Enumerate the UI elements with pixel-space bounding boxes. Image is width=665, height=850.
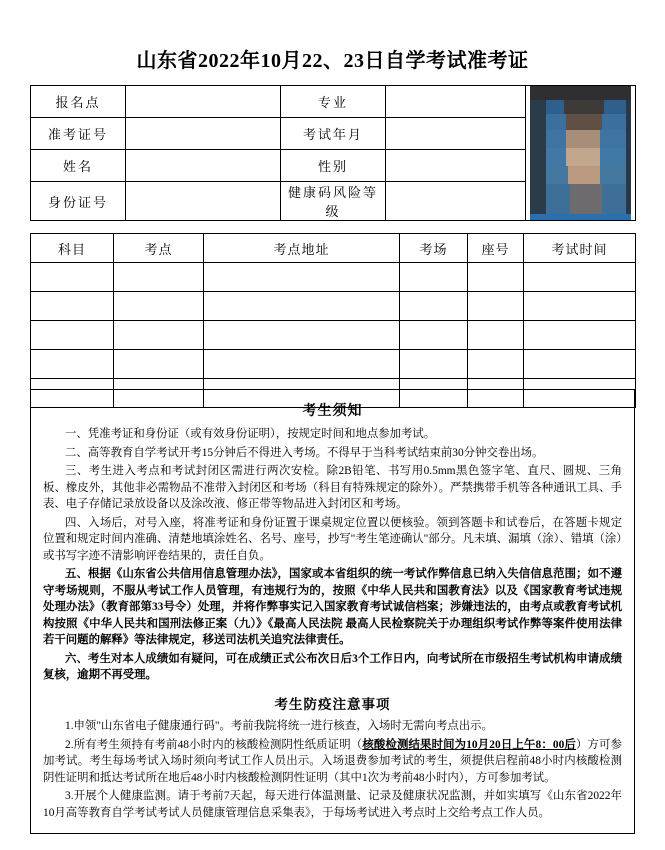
label-id-number: 身份证号 (31, 182, 126, 221)
value-id-number (126, 182, 281, 221)
cell-subject (31, 292, 114, 321)
notice-item-5 (43, 566, 622, 649)
cell-exam-room (400, 321, 468, 350)
value-ticket-number (126, 118, 281, 150)
cell-seat-number (468, 263, 524, 292)
cell-exam-room (400, 350, 468, 379)
value-exam-date (386, 118, 526, 150)
cell-exam-time (524, 321, 636, 350)
col-exam-address: 考点地址 (204, 234, 400, 263)
cell-subject (31, 350, 114, 379)
col-exam-site: 考点 (114, 234, 204, 263)
notice-item-5-lead: 五、根据 (65, 568, 111, 581)
photo-image (530, 86, 631, 220)
col-exam-room: 考场 (400, 234, 468, 263)
photo-pixelation (530, 86, 631, 220)
notice-item-5-law4: 《中华人民共和国刑法修正案（九）》《最高人民法院 最高人民检察院关于办理组织考试作弊等案件使用法律若干问题的解释》 (43, 617, 622, 647)
notice-item-4: 四、入场后，对号入座，将准考证和身份证置于课桌规定位置以便核验。领到答题卡和试卷后，在答题卡规定位置和规定时间内准确、清楚地填涂姓名、名号、座号，抄写"考生笔迹确认"部分。凡未填、漏填（涂）、错填（涂）或书写字迹不清影响评卷结果的，责任自负。 (43, 516, 622, 562)
label-name: 姓名 (31, 150, 126, 182)
col-subject: 科目 (31, 234, 114, 263)
epidemic-item-2: 2.所有考生须持有考前48小时内的核酸检测阴性纸质证明（核酸检测结果时间为10月20日上午8：00后）方可参加考试。考生每场考试入场时须向考试工作人员出示。入场退费参加考试的考生，须提供启程前48小时内核酸检测阴性证明和抵达考试所在地后48小时内核酸检测阴性证明（其中1次为考前48小时内），方可参加考试。 (43, 738, 622, 784)
epidemic-notice-title: 考生防疫注意事项 (274, 696, 391, 712)
notice-item-5-mid1: ，国家或本省组织的统一考试作弊信息已纳入失信信息范围；如不遵守考场规则，不服从考试工作人员管理，有违规行为的，按照 (43, 568, 622, 597)
table-row (31, 86, 636, 118)
col-seat-number: 座号 (468, 234, 524, 263)
cell-exam-address (204, 263, 400, 292)
value-name (126, 150, 281, 182)
table-row (31, 350, 636, 379)
candidate-notice-block (30, 389, 635, 834)
cell-subject (31, 321, 114, 350)
cell-subject (31, 263, 114, 292)
cell-exam-site (114, 350, 204, 379)
cell-exam-address (204, 292, 400, 321)
cell-exam-address (204, 321, 400, 350)
epidemic-item-3: 3.开展个人健康监测。请于考前7天起，每天进行体温测量、记录及健康状况监测，并如实填写《山东省2022年10月高等教育自学考试考试人员健康管理信息采集表》，于每场考试进入考点时上交给考点工作人员。 (43, 790, 622, 819)
table-row (31, 321, 636, 350)
epidemic-highlight: 核酸检测结果时间为10月20日上午8：00后 (362, 738, 576, 751)
exam-schedule-table (30, 233, 636, 408)
cell-exam-site (114, 321, 204, 350)
notice-item-2: 二、高等教育自学考试开考15分钟后不得进入考场。不得早于当科考试结束前30分钟交卷出场。 (65, 446, 544, 459)
notice-item-5-law3: 《国家教育考试违规处理办法》 (43, 584, 622, 614)
cell-exam-site (114, 292, 204, 321)
notice-item-6: 六、考生对本人成绩如有疑问，可在成绩正式公布次日后3个工作日内，向考试所在市级招生考试机构申请成绩复核，逾期不再受理。 (43, 652, 622, 682)
cell-exam-time (524, 263, 636, 292)
value-registration-site (126, 86, 281, 118)
notice-title: 考生须知 (302, 404, 363, 419)
table-row (31, 263, 636, 292)
label-exam-date: 考试年月 (281, 118, 386, 150)
cell-seat-number (468, 321, 524, 350)
table-header-row (31, 234, 636, 263)
label-gender: 性别 (281, 150, 386, 182)
page-title: 山东省2022年10月22、23日自学考试准考证 (136, 50, 529, 72)
cell-exam-time (524, 350, 636, 379)
value-gender (386, 150, 526, 182)
col-exam-time: 考试时间 (524, 234, 636, 263)
candidate-photo (526, 86, 636, 221)
notice-item-5-mid3: （教育部第33号令）处理，并将作弊事实记入国家教育考试诚信档案；涉嫌违法的，由考点或教育考试机构按照 (43, 601, 622, 630)
notice-item-5-law2: 《中华人民共和国教育法》 (355, 584, 495, 597)
notice-item-5-law1: 《山东省公共信用信息管理办法》 (110, 568, 278, 581)
notice-item-3: 三、考生进入考点和考试封闭区需进行两次安检。除2B铅笔、书写用0.5mm黑色签字笔、直尺、圆规、三角板、橡皮外，其他非必需物品不准带入封闭区和考场（科目有特殊规定的除外）。严禁携带手机等各种通讯工具、手表、电子存储记录放设备以及涂改液、修正带等物品进入封闭区和考场。 (43, 465, 622, 511)
table-row (31, 292, 636, 321)
value-major (386, 86, 526, 118)
label-major: 专业 (281, 86, 386, 118)
cell-exam-site (114, 263, 204, 292)
value-health-risk-level (386, 182, 526, 221)
label-health-risk-level: 健康码风险等级 (281, 182, 386, 221)
cell-exam-room (400, 263, 468, 292)
notice-item-5-tail: 等法律规定，移送司法机关追究法律责任。 (134, 634, 351, 647)
cell-seat-number (468, 350, 524, 379)
cell-seat-number (468, 292, 524, 321)
label-ticket-number: 准考证号 (31, 118, 126, 150)
cell-exam-address (204, 350, 400, 379)
notice-item-1: 一、凭准考证和身份证（或有效身份证明），按规定时间和地点参加考试。 (65, 428, 436, 440)
notice-item-5-mid2: 以及 (494, 584, 518, 597)
label-registration-site: 报名点 (31, 86, 126, 118)
cell-exam-time (524, 292, 636, 321)
cell-exam-room (400, 292, 468, 321)
epidemic-item-1: 1.申领"山东省电子健康通行码"。考前我院将统一进行核查，入场时无需向考点出示。 (65, 719, 493, 732)
candidate-info-table (30, 85, 636, 221)
